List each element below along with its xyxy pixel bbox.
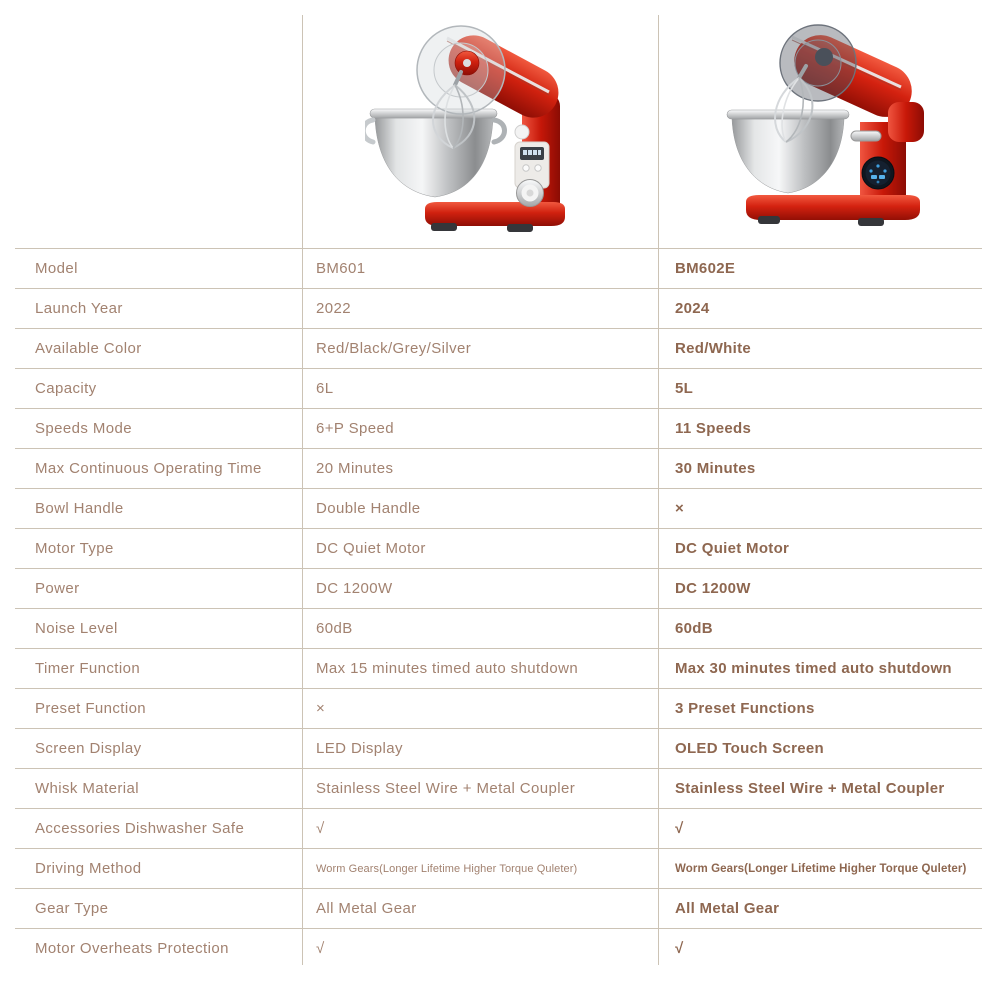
spec-value-bm602e: 30 Minutes (675, 460, 756, 477)
table-row (15, 448, 982, 488)
spec-label: Accessories Dishwasher Safe (35, 820, 245, 837)
spec-label: Driving Method (35, 860, 142, 877)
spec-label: Motor Overheats Protection (35, 940, 229, 957)
table-row (15, 328, 982, 368)
table-row (15, 688, 982, 728)
table-row (15, 808, 982, 848)
table-row (15, 608, 982, 648)
spec-label: Noise Level (35, 620, 118, 637)
spec-value-bm601: 6L (316, 380, 334, 397)
spec-value-bm601: 60dB (316, 620, 353, 637)
spec-value-bm602e: BM602E (675, 260, 736, 277)
table-row (15, 488, 982, 528)
spec-value-bm602e: DC 1200W (675, 580, 751, 597)
table-row (15, 768, 982, 808)
table-row (15, 288, 982, 328)
spec-label: Timer Function (35, 660, 141, 677)
hinge (888, 102, 924, 142)
table-row (15, 368, 982, 408)
spec-value-bm601: 20 Minutes (316, 460, 394, 477)
table-row (15, 728, 982, 768)
spec-label: Screen Display (35, 740, 142, 757)
spec-label: Bowl Handle (35, 500, 124, 517)
spec-value-bm602e: 60dB (675, 620, 713, 637)
spec-value-bm601: 6+P Speed (316, 420, 394, 437)
spec-value-bm601: Stainless Steel Wire + Metal Coupler (316, 780, 576, 797)
spec-value-bm602e: 5L (675, 380, 694, 397)
bowl-handle-right (494, 120, 505, 142)
spec-label: Launch Year (35, 300, 123, 317)
spec-value-bm601: Red/Black/Grey/Silver (316, 340, 472, 357)
spec-value-bm602e: 3 Preset Functions (675, 700, 815, 717)
spec-value-bm602e: 11 Speeds (675, 420, 752, 437)
spec-value-bm601: DC Quiet Motor (316, 540, 426, 557)
spec-value-bm601: √ (316, 820, 325, 837)
spec-label: Speeds Mode (35, 420, 132, 437)
spec-value-bm602e: All Metal Gear (675, 900, 780, 917)
spec-label: Model (35, 260, 78, 277)
product-images-row (0, 0, 1000, 248)
bm601-product-image (365, 12, 575, 232)
table-row (15, 848, 982, 888)
table-row (15, 928, 982, 968)
spec-value-bm601: Double Handle (316, 500, 421, 517)
spec-label: Capacity (35, 380, 97, 397)
table-row (15, 248, 982, 288)
spec-label: Gear Type (35, 900, 109, 917)
spec-value-bm602e: Worm Gears(Longer Lifetime Higher Torque Quleter) (675, 862, 967, 875)
spec-label: Whisk Material (35, 780, 139, 797)
bm602e-product-image (720, 10, 948, 243)
bowl-handle-left (365, 120, 373, 142)
spec-value-bm601: All Metal Gear (316, 900, 417, 917)
spec-value-bm602e: DC Quiet Motor (675, 540, 790, 557)
table-row (15, 528, 982, 568)
spec-value-bm601: √ (316, 940, 325, 957)
spec-value-bm601: LED Display (316, 740, 403, 757)
spec-label: Max Continuous Operating Time (35, 460, 262, 477)
table-row (15, 888, 982, 928)
spec-label: Power (35, 580, 80, 597)
spec-label: Preset Function (35, 700, 147, 717)
spec-value-bm601: 2022 (316, 300, 351, 317)
top-button (515, 125, 529, 139)
spec-value-bm601: DC 1200W (316, 580, 393, 597)
spec-value-bm602e: × (675, 500, 685, 517)
comparison-table (15, 248, 982, 968)
spec-value-bm602e: Stainless Steel Wire + Metal Coupler (675, 780, 945, 797)
spec-value-bm601: × (316, 700, 326, 717)
spec-value-bm601: BM601 (316, 260, 366, 277)
mixer-bowl (727, 110, 849, 193)
spec-value-bm602e: Red/White (675, 340, 752, 357)
spec-value-bm601: Worm Gears(Longer Lifetime Higher Torque Quleter) (316, 862, 578, 875)
spec-value-bm601: Max 15 minutes timed auto shutdown (316, 660, 579, 677)
spec-value-bm602e: √ (675, 940, 684, 957)
spec-label: Motor Type (35, 540, 114, 557)
table-row (15, 408, 982, 448)
lift-button (851, 131, 881, 141)
mixer-bowl (365, 109, 505, 197)
table-row (15, 648, 982, 688)
spec-value-bm602e: 2024 (675, 300, 710, 317)
spec-value-bm602e: √ (675, 820, 684, 837)
table-row (15, 568, 982, 608)
spec-label: Available Color (35, 340, 142, 357)
spec-value-bm602e: Max 30 minutes timed auto shutdown (675, 660, 952, 677)
spec-value-bm602e: OLED Touch Screen (675, 740, 825, 757)
